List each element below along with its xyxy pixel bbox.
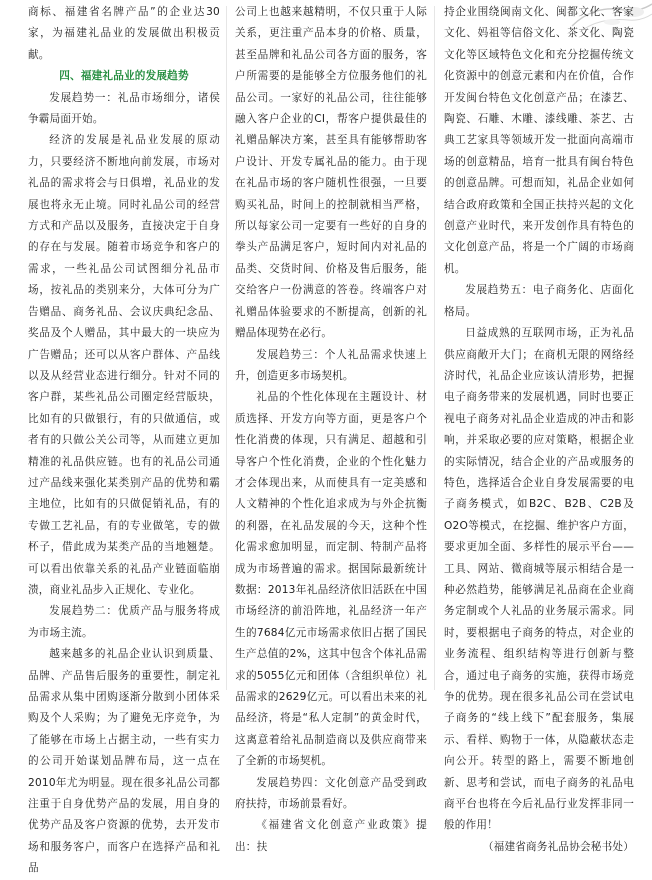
paragraph-6: 《福建省文化创意产业政策》提出：扶 — [235, 819, 427, 853]
column-divider-right — [434, 6, 435, 690]
article-column-1 — [28, 2, 220, 880]
trend-1-heading: 发展趋势一：礼品市场细分，诸侯争霸局面开始。 — [28, 91, 220, 126]
paragraph-2: 经济的发展是礼品业发展的原动力，只要经济不断地向前发展，市场对礼品的需求将会与日俱增，礼品业的发展也将永无止境。同时礼品公司的经营方式和产品以及服务，直接决定于自身的存在与发展。随着市场竞争和客户的需求，一些礼品公司试图细分礼品市场，按礼品的类别来分，大体可分为广告赠品、商务礼品、会议庆典纪念品、奖品及个人赠品，其中最大的一块应为广告赠品；还可以从客户群体、产品线以及从经营业态进行细分。针对不同的客户群，某些礼品公司圈定经营版块，比如有的只做银行，有的只做通信，或者有的只做公关公司等，从而建立更加精准的礼品供应链。也有的礼品公司通过产品线来强化某类别产品的优势和霸主地位，比如有的只做促销礼品，有的专做工艺礼品，有的专业做笔，专的做杯子，借此成为某类产品的当地翘楚。可以看出依靠关系的礼品产业链面临崩溃，商业礼品步入正规化、专业化。 — [28, 134, 220, 596]
trend-3-heading: 发展趋势三：个人礼品需求快速上升，创造更多市场契机。 — [235, 348, 427, 382]
author-signature: （福建省商务礼品协会秘书处） — [482, 840, 634, 853]
trend-4-heading: 发展趋势四：文化创意产品受到政府扶持，市场前景看好。 — [235, 776, 427, 811]
article-column-2 — [235, 2, 427, 858]
trend-2-heading: 发展趋势二：优质产品与服务将成为市场主流。 — [28, 605, 220, 639]
paragraph-5: 礼品的个性化体现在主题设计、材质选择、开发方向等方面，更是客户个性化消费的体现，只有满足、超越和引导客户个性化消费，企业的个性化魅力才会体现出来，从而使具有一定美感和人文精神的个性化追求成为与外企抗衡的利器，在礼品发展的今天，这种个性化需求愈加明显，而定制、特制产品将成为市场普遍的需求。据国际最新统计数据：2013年礼品经济依旧活跃在中国市场经济的前沿阵地，礼品经济一年产生的7684亿元市场需求依旧占据了国民生产总值的2%，这其中包含个体礼品需求的5055亿元和团体（含组织单位）礼品需求的2629亿元。可以看出未来的礼品经济，将是“私人定制”的黄金时代，这离意着给礼品制造商以及供应商带来了全新的市场契机。 — [235, 391, 427, 768]
paragraph-1: 商标、福建省名牌产品”的企业达30家，为福建礼品业的发展做出积极贡献。 — [28, 6, 220, 61]
column-divider-left — [226, 6, 227, 690]
trend-5-heading: 发展趋势五：电子商务化、店面化格局。 — [444, 284, 634, 318]
paragraph-4: 公司上也越来越精明，不仅只重于人际关系，更注重产品本身的价格、质量，甚至品牌和礼品公司各方面的服务，客户所需要的是能够全方位服务他们的礼品公司。一家好的礼品公司，往往能够融入客户企业的CI，帮客户提供最佳的礼赠品解决方案，甚至具有能够帮助客户设计、开发专属礼品的能力。由于现在礼品市场的客户随机性很强，一旦要购买礼品，时间上的控制就相当严格，所以每家公司一定要有一些好的自身的拳头产品满足客户，短时间内对礼品的品类、交货时间、价格及售后服务，能交给客户一份满意的答卷。终端客户对礼赠品体验要求的不断提高，创新的礼赠品体现势在必行。 — [235, 6, 427, 340]
section-heading: 四、福建礼品业的发展趋势 — [59, 70, 189, 83]
article-column-3 — [444, 2, 634, 858]
paragraph-8: 日益成熟的互联网市场，正为礼品供应商敞开大门；在商机无限的网络经济时代，礼品企业应该认清形势，把握电子商务带来的发展机遇，同时也要正视电子商务对礼品企业造成的冲击和影响，并采取必要的应对策略，根据企业的实际情况，结合企业的产品或服务的特色，选择适合企业自身发展需要的电子商务模式，如B2C、B2B、C2B及O2O等模式，在挖掘、维护客户方面，要求更加全面、多样性的展示平台——工具、网站、微商城等展示相结合是一种必然趋势，能够满足礼品商在企业商务定制或个人礼品的业务展示需求。同时，要根据电子商务的特点，对企业的业务流程、组织结构等进行创新与整合，通过电子商务的实施，获得市场竞争的优势。现在很多礼品公司在尝试电子商务的“线上线下”配套服务，集展示、看样、购物于一体，从隐蔽状态走向公开。转型的路上，需要不断地创新、思考和尝试，而电子商务的礼品电商平台也将在今后礼品行业发挥非同一般的作用！ — [444, 327, 634, 832]
paragraph-7: 持企业围绕闽南文化、闽都文化、客家文化、妈祖等信俗文化、茶文化、陶瓷文化等区域特色文化和充分挖掘传统文化资源中的创意元素和内在价值，合作开发闽台特色文化创意产品；在漆艺、陶瓷、石雕、木雕、漆线雕、茶艺、古典工艺家具等领域开发一批面向高端市场的创意精品，培育一批具有闽台特色的创意品牌。可想而知，礼品企业如何结合政府政策和全国正扶持兴起的文化创意产业时代，来开发创作具有特色的文化创意产品，将是一个广阔的市场商机。 — [444, 6, 634, 275]
paragraph-3: 越来越多的礼品企业认识到质量、品牌、产品售后服务的重要性，制定礼品需求从集中团购逐渐分散到小团体采购及个人采购；为了避免无序竞争，为了能够在市场上占据主动，一些有实力的公司开始谋划品牌布局，这一点在2010年尤为明显。现在很多礼品公司都注重于自身优势产品的发展，用自身的优势产品及客户资源的优势，去开发市场和服务客户，而客户在选择产品和礼品 — [28, 648, 220, 875]
